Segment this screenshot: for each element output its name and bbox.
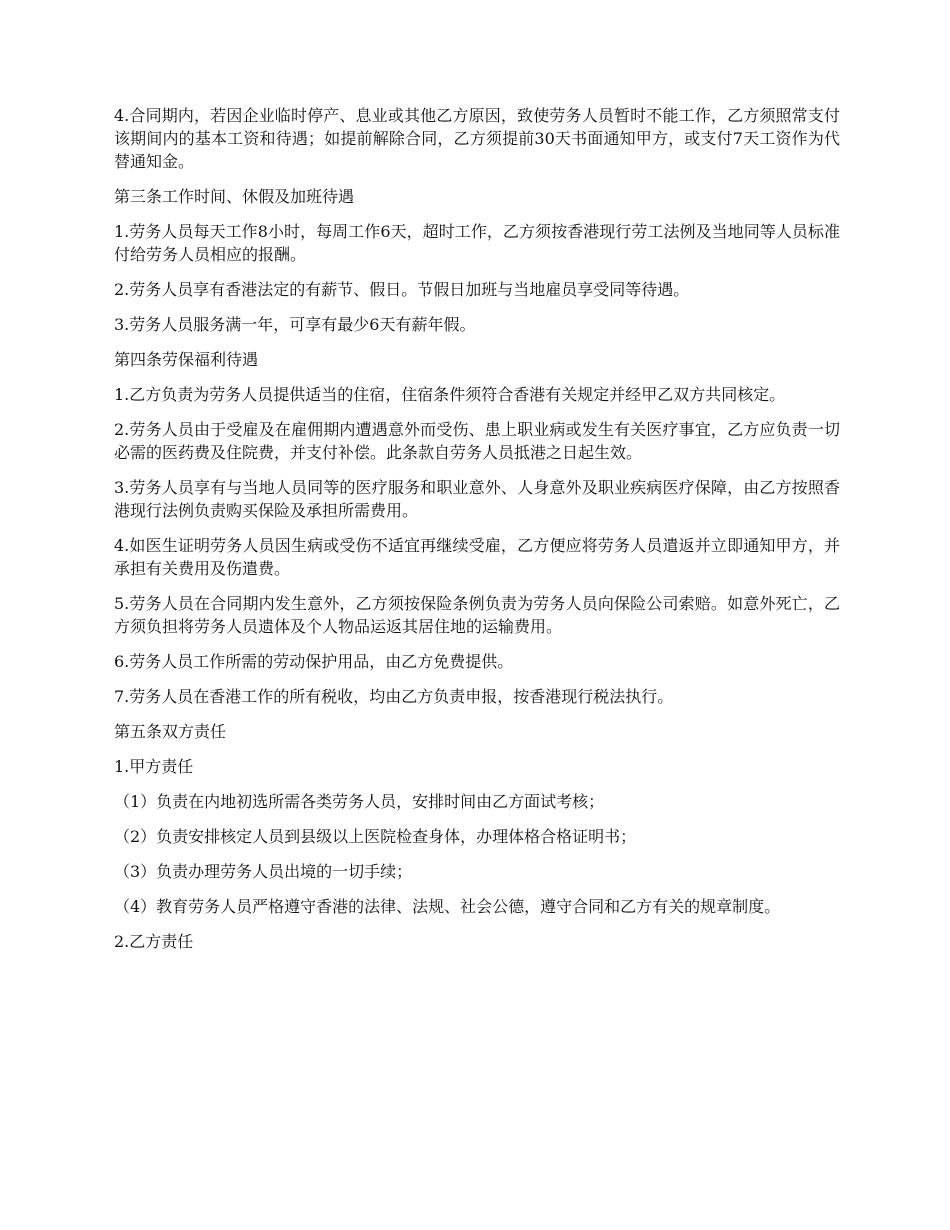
paragraph-working-hours: 1.劳务人员每天工作8小时，每周工作6天，超时工作，乙方须按香港现行劳工法例及当地同等人员标准付给劳务人员相应的报酬。 <box>114 222 840 264</box>
paragraph-taxation: 7.劳务人员在香港工作的所有税收，均由乙方负责申报，按香港现行税法执行。 <box>114 687 674 706</box>
list-item-party-a-2: （2）负责安排核定人员到县级以上医院检查身体，办理体格合格证明书； <box>114 827 637 846</box>
paragraph-annual-leave: 3.劳务人员服务满一年，可享有最少6天有薪年假。 <box>114 315 476 334</box>
paragraph-accident-claims: 5.劳务人员在合同期内发生意外，乙方须按保险条例负责为劳务人员向保险公司索赔。如意外死亡，乙方须负担将劳务人员遗体及个人物品运返其居住地的运输费用。 <box>114 594 840 636</box>
paragraph-accommodation: 1.乙方负责为劳务人员提供适当的住宿，住宿条件须符合香港有关规定并经甲乙双方共同核定。 <box>114 385 786 404</box>
list-item-party-a-4: （4）教育劳务人员严格遵守香港的法律、法规、社会公德，遵守合同和乙方有关的规章制度。 <box>114 897 781 916</box>
section-heading-article-3: 第三条工作时间、休假及加班待遇 <box>114 187 355 206</box>
list-item-party-a-3: （3）负责办理劳务人员出境的一切手续； <box>114 862 413 881</box>
section-heading-article-5: 第五条双方责任 <box>114 722 227 741</box>
paragraph-holidays: 2.劳务人员享有香港法定的有薪节、假日。节假日加班与当地雇员享受同等待遇。 <box>114 280 690 299</box>
paragraph-protective-equipment: 6.劳务人员工作所需的劳动保护用品，由乙方免费提供。 <box>114 652 514 671</box>
paragraph-clause-3-item-4: 4.合同期内，若因企业临时停产、息业或其他乙方原因，致使劳务人员暂时不能工作，乙方须照常支付该期间内的基本工资和待遇；如提前解除合同，乙方须提前30天书面通知甲方，或支付7天工资作为代替通知金。 <box>114 106 840 171</box>
paragraph-insurance: 3.劳务人员享有与当地人员同等的医疗服务和职业意外、人身意外及职业疾病医疗保障，由乙方按照香港现行法例负责购买保险及承担所需费用。 <box>114 478 840 520</box>
subheading-party-b-duties: 2.乙方责任 <box>114 932 194 951</box>
paragraph-repatriation: 4.如医生证明劳务人员因生病或受伤不适宜再继续受雇，乙方便应将劳务人员遣返并立即通知甲方，并承担有关费用及伤遣费。 <box>114 536 840 578</box>
subheading-party-a-duties: 1.甲方责任 <box>114 757 194 776</box>
section-heading-article-4: 第四条劳保福利待遇 <box>114 350 259 369</box>
document-body <box>114 104 840 965</box>
paragraph-medical-expenses: 2.劳务人员由于受雇及在雇佣期内遭遇意外而受伤、患上职业病或发生有关医疗事宜，乙方应负责一切必需的医药费及住院费，并支付补偿。此条款自劳务人员抵港之日起生效。 <box>114 420 840 462</box>
list-item-party-a-1: （1）负责在内地初选所需各类劳务人员，安排时间由乙方面试考核； <box>114 792 605 811</box>
